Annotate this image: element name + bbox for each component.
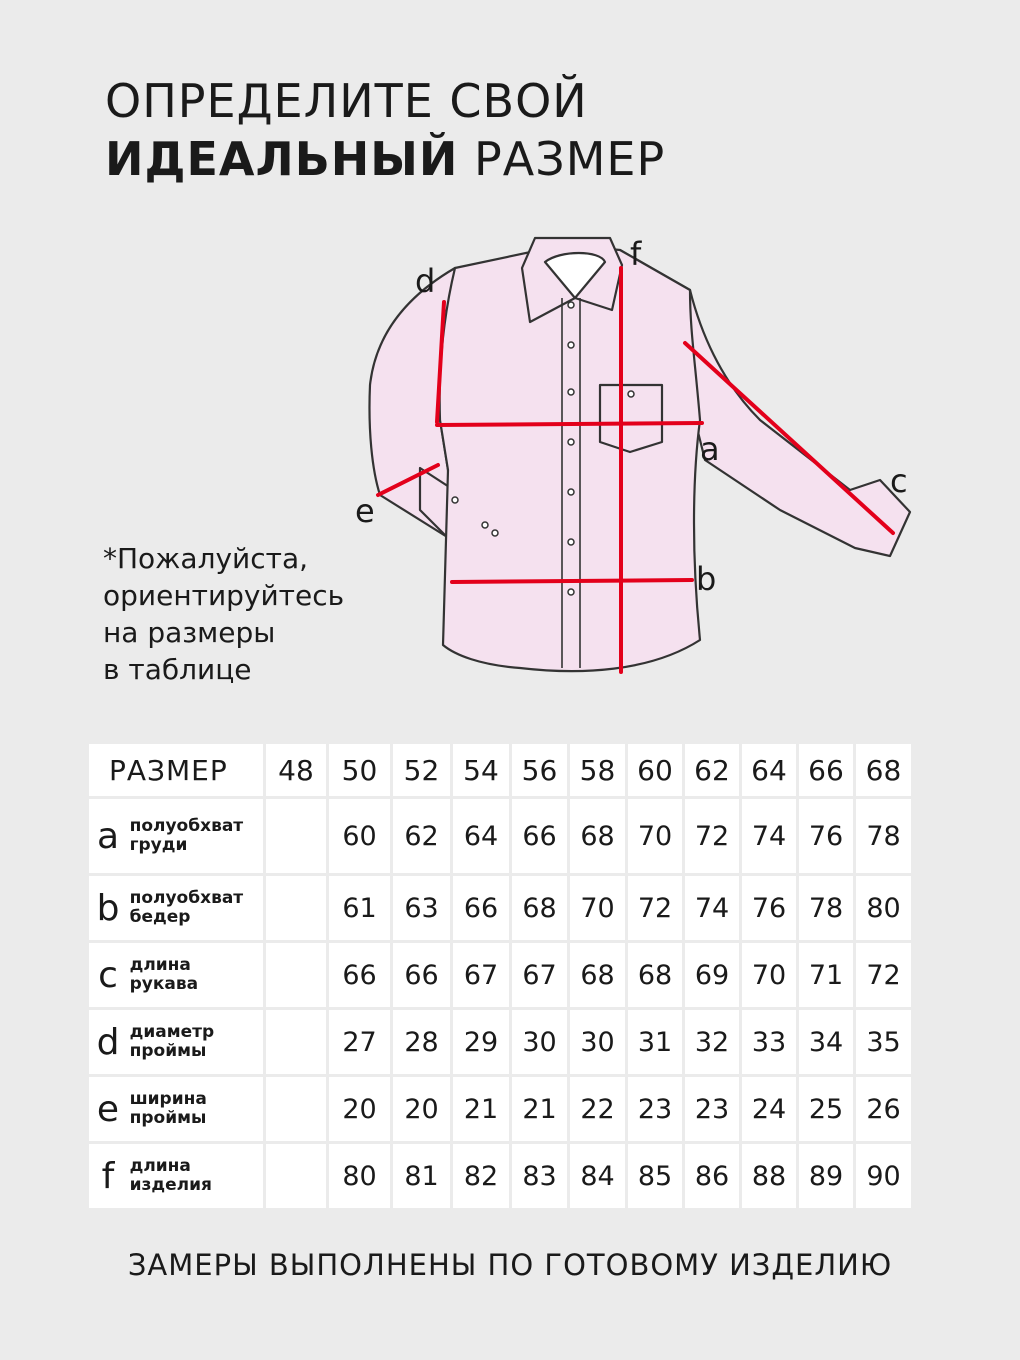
row-desc-line1: полуобхват: [129, 816, 244, 836]
table-cell: 32: [685, 1010, 739, 1074]
table-cell: [266, 943, 326, 1007]
table-cell: 71: [799, 943, 853, 1007]
table-cell: 72: [685, 799, 739, 873]
table-cell: 85: [628, 1144, 682, 1208]
table-cell: 63: [393, 876, 450, 940]
size-col: 52: [393, 744, 450, 796]
page-title: [105, 72, 665, 188]
note-line: на размеры: [103, 616, 276, 649]
row-label: [89, 1077, 263, 1141]
table-cell: 23: [628, 1077, 682, 1141]
label-b: b: [696, 560, 717, 598]
title-bold-word: ИДЕАЛЬНЫЙ: [105, 132, 459, 186]
table-cell: 62: [393, 799, 450, 873]
size-col: 62: [685, 744, 739, 796]
table-cell: 22: [570, 1077, 625, 1141]
size-col: 54: [453, 744, 509, 796]
measurement-row-a: [89, 799, 911, 873]
measurement-row-e: [89, 1077, 911, 1141]
measurement-row-c: [89, 943, 911, 1007]
table-cell: 35: [856, 1010, 911, 1074]
table-cell: 29: [453, 1010, 509, 1074]
table-cell: 61: [329, 876, 390, 940]
table-cell: 74: [685, 876, 739, 940]
table-cell: 66: [329, 943, 390, 1007]
table-cell: 26: [856, 1077, 911, 1141]
table-cell: 90: [856, 1144, 911, 1208]
size-header-label: РАЗМЕР: [89, 744, 263, 796]
table-cell: 34: [799, 1010, 853, 1074]
table-cell: 64: [453, 799, 509, 873]
table-cell: 81: [393, 1144, 450, 1208]
table-cell: 27: [329, 1010, 390, 1074]
row-desc-line2: груди: [129, 835, 188, 855]
table-cell: 23: [685, 1077, 739, 1141]
measurement-row-d: [89, 1010, 911, 1074]
table-cell: 67: [453, 943, 509, 1007]
table-cell: 76: [742, 876, 796, 940]
table-cell: 70: [570, 876, 625, 940]
size-col: 48: [266, 744, 326, 796]
table-cell: [266, 799, 326, 873]
table-cell: 21: [453, 1077, 509, 1141]
table-cell: 20: [393, 1077, 450, 1141]
table-cell: 68: [570, 799, 625, 873]
table-cell: 80: [856, 876, 911, 940]
size-col: 60: [628, 744, 682, 796]
table-cell: [266, 876, 326, 940]
table-cell: 66: [393, 943, 450, 1007]
row-label: [89, 1144, 263, 1208]
table-cell: 24: [742, 1077, 796, 1141]
table-cell: 74: [742, 799, 796, 873]
title-rest-word: РАЗМЕР: [474, 132, 666, 186]
note-line: *Пожалуйста,: [103, 542, 308, 575]
table-cell: 33: [742, 1010, 796, 1074]
size-col: 64: [742, 744, 796, 796]
table-cell: 88: [742, 1144, 796, 1208]
row-label: [89, 1010, 263, 1074]
size-col: 50: [329, 744, 390, 796]
table-cell: 60: [329, 799, 390, 873]
measurement-row-f: [89, 1144, 911, 1208]
table-cell: [266, 1010, 326, 1074]
row-description: [130, 1157, 212, 1195]
row-letter: f: [101, 1155, 115, 1197]
table-cell: 82: [453, 1144, 509, 1208]
row-desc-line2: рукава: [129, 974, 199, 994]
row-description: [130, 1023, 215, 1061]
table-cell: 80: [329, 1144, 390, 1208]
row-letter: b: [96, 887, 120, 929]
row-description: [130, 1090, 207, 1128]
row-desc-line1: полуобхват: [129, 888, 244, 908]
row-desc-line1: длина: [129, 1156, 191, 1176]
size-col: 66: [799, 744, 853, 796]
table-cell: 28: [393, 1010, 450, 1074]
row-letter: c: [98, 954, 118, 996]
row-letter: d: [96, 1021, 120, 1063]
table-cell: 68: [512, 876, 567, 940]
table-cell: 21: [512, 1077, 567, 1141]
table-cell: 20: [329, 1077, 390, 1141]
note-line: ориентируйтесь: [103, 579, 345, 612]
row-letter: e: [96, 1088, 120, 1130]
table-cell: 66: [453, 876, 509, 940]
table-cell: 30: [570, 1010, 625, 1074]
table-cell: 70: [628, 799, 682, 873]
row-label: [89, 799, 263, 873]
table-cell: 66: [512, 799, 567, 873]
measurement-row-b: [89, 876, 911, 940]
row-desc-line2: бедер: [129, 907, 191, 927]
table-cell: [266, 1077, 326, 1141]
table-cell: 83: [512, 1144, 567, 1208]
table-cell: 69: [685, 943, 739, 1007]
label-a: a: [700, 430, 720, 468]
table-cell: 70: [742, 943, 796, 1007]
table-cell: 31: [628, 1010, 682, 1074]
table-cell: 68: [628, 943, 682, 1007]
table-cell: 25: [799, 1077, 853, 1141]
table-cell: 68: [570, 943, 625, 1007]
table-cell: 76: [799, 799, 853, 873]
size-col: 68: [856, 744, 911, 796]
table-cell: 89: [799, 1144, 853, 1208]
row-letter: a: [96, 815, 120, 857]
table-cell: [266, 1144, 326, 1208]
row-description: [130, 956, 199, 994]
title-line1: ОПРЕДЕЛИТЕ СВОЙ: [105, 74, 588, 128]
row-desc-line1: диаметр: [129, 1022, 215, 1042]
table-cell: 78: [799, 876, 853, 940]
row-desc-line2: проймы: [129, 1041, 207, 1061]
table-cell: 86: [685, 1144, 739, 1208]
table-cell: 84: [570, 1144, 625, 1208]
label-d: d: [415, 262, 436, 300]
note-line: в таблице: [103, 653, 252, 686]
label-f: f: [630, 235, 642, 273]
row-desc-line1: длина: [129, 955, 191, 975]
row-label: [89, 943, 263, 1007]
footer-note: ЗАМЕРЫ ВЫПОЛНЕНЫ ПО ГОТОВОМУ ИЗДЕЛИЮ: [127, 1248, 893, 1282]
size-table: [86, 741, 914, 1211]
shirt-diagram: [350, 225, 930, 685]
size-note: [103, 540, 344, 688]
size-col: 56: [512, 744, 567, 796]
row-desc-line1: ширина: [129, 1089, 207, 1109]
table-cell: 78: [856, 799, 911, 873]
table-cell: 72: [856, 943, 911, 1007]
table-cell: 30: [512, 1010, 567, 1074]
label-c: c: [890, 462, 908, 500]
size-col: 58: [570, 744, 625, 796]
row-description: [130, 889, 244, 927]
row-description: [130, 817, 244, 855]
size-header-row: [89, 744, 911, 796]
row-label: [89, 876, 263, 940]
row-desc-line2: проймы: [129, 1108, 207, 1128]
row-desc-line2: изделия: [129, 1175, 212, 1195]
table-cell: 72: [628, 876, 682, 940]
title-line2: [105, 130, 665, 188]
table-cell: 67: [512, 943, 567, 1007]
label-e: e: [355, 492, 375, 530]
